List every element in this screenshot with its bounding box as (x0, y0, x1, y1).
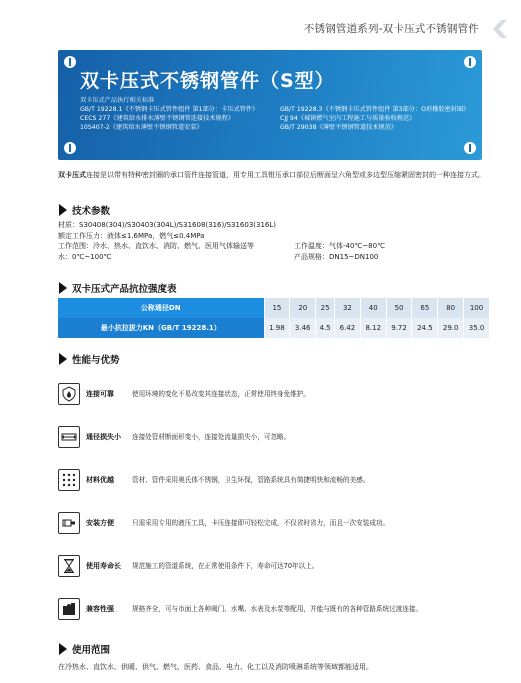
top-bar (0, 18, 521, 40)
advantage-desc: 使用环境的变化不易改变其连接状态，正常使用终身免维护。 (132, 390, 311, 398)
hourglass-icon (58, 555, 80, 577)
section-title: 技术参数 (72, 206, 111, 217)
force-cell: 9.72 (386, 318, 412, 338)
advantage-item (58, 466, 488, 494)
dn-cell: 20 (290, 298, 316, 318)
param-spec: 产品规格：DN15~DN100 (294, 252, 379, 261)
param-water-temp: 水：0℃~100℃ (58, 252, 112, 261)
section-arrow-icon (58, 204, 68, 216)
advantage-name: 材料优越 (86, 476, 114, 484)
force-cell: 24.5 (412, 318, 438, 338)
pipe-flow-icon (58, 426, 80, 448)
standard-item: CJJ 94《城镇燃气室内工程施工与质量验收规范》 (280, 115, 416, 122)
series-title: 不锈钢管道系列-双卡压式不锈钢管件 (303, 23, 479, 35)
advantage-desc: 规格齐全，可与市面上各种阀门、水嘴、水表及水泵等配用，并能与既有的各种管路系统过渡连接。 (132, 605, 423, 613)
force-cell: 1.98 (264, 318, 290, 338)
advantage-item (58, 552, 488, 580)
force-cell: 35.0 (464, 318, 490, 338)
dn-cell: 32 (335, 298, 361, 318)
param-temp: 工作温度：气体-40℃~80℃ (294, 242, 385, 250)
section-arrow-icon (58, 282, 68, 294)
param-material: 材质：S30408(304)/S30403(304L)/S31608(316)/S31603(316L) (58, 221, 277, 229)
section-title: 性能与优势 (72, 355, 120, 366)
advantage-item (58, 423, 488, 451)
dn-cell: 25 (316, 298, 335, 318)
table-row (58, 298, 490, 318)
standard-item: GB/T 29038《薄壁不锈钢管道技术规范》 (280, 124, 397, 131)
force-cell: 3.46 (290, 318, 316, 338)
screw-icon (464, 56, 476, 68)
grid-material-icon (58, 469, 80, 491)
standard-item: 10S407-2《建筑给水薄壁不锈钢管道安装》 (80, 124, 203, 131)
seal-drop-icon (58, 383, 80, 405)
advantage-item (58, 509, 488, 537)
force-cell: 4.5 (316, 318, 335, 338)
tool-install-icon (58, 512, 80, 534)
advantage-name: 兼容性强 (86, 605, 114, 613)
screw-icon (64, 56, 76, 68)
intro-bold: 双卡压式 (58, 171, 86, 179)
title-banner (58, 50, 482, 160)
standard-item: CECS 277《建筑给水排水薄壁不锈钢管连接技术规程》 (80, 115, 235, 122)
dn-cell: 15 (264, 298, 290, 318)
strength-table (58, 298, 490, 338)
dn-cell: 50 (386, 298, 412, 318)
advantage-desc: 管材、管件采用奥氏体不锈钢，卫生环保，管路系统具有简捷明快和流畅的美感。 (132, 476, 370, 484)
row-label-dn: 公称通径DN (58, 298, 264, 318)
section-arrow-icon (58, 353, 68, 365)
puzzle-icon (58, 598, 80, 620)
force-cell: 8.12 (360, 318, 386, 338)
chevron-left-icon (487, 18, 509, 40)
usage-text: 在冷热水、直饮水、供暖、供气、燃气、医药、食品、电力、化工以及消防喷淋系统等领域都能适用。 (58, 663, 373, 671)
row-label-force: 最小抗拉拔力KN（GB/T 19228.1） (58, 318, 264, 338)
banner-subtitle: 双卡压式产品执行相关标准 (80, 97, 155, 104)
advantage-name: 使用寿命长 (86, 562, 121, 570)
advantage-desc: 只需采用专用的液压工具，卡压连接即可轻松完成，不仅省时省力，而且一次安装成功。 (132, 519, 390, 527)
advantage-item (58, 595, 488, 623)
advantage-name: 连接可靠 (86, 390, 114, 398)
force-cell: 29.0 (438, 318, 464, 338)
advantage-name: 通径损失小 (86, 433, 121, 441)
param-range: 工作范围：冷水、热水、直饮水、消防、燃气、医用气体输送等 (58, 242, 254, 250)
section-strength (58, 281, 177, 295)
intro-text: 连接是以带有特种密封圈的承口管件连接管道，用专用工具钳压承口部位后断面呈六角型或多边型压缩紧固密封的一种连接方式。 (86, 171, 485, 179)
screw-icon (64, 142, 76, 154)
section-tech-params (58, 203, 110, 217)
advantage-item (58, 380, 488, 408)
dn-cell: 40 (360, 298, 386, 318)
section-arrow-icon (58, 643, 68, 655)
section-title: 使用范围 (72, 645, 111, 656)
section-advantages (58, 352, 120, 366)
intro-paragraph (58, 170, 488, 181)
banner-title: 双卡压式不锈钢管件（S型） (80, 70, 335, 92)
force-cell: 6.42 (335, 318, 361, 338)
advantage-desc: 连接处管材断面形变小，连接处流量损失小，可忽略。 (132, 433, 291, 441)
dn-cell: 80 (438, 298, 464, 318)
section-usage (58, 642, 110, 656)
standard-item: GB/T 19228.3《不锈钢卡压式管件组件 第3部分：O形橡胶密封圈》 (280, 106, 470, 113)
dn-cell: 100 (464, 298, 490, 318)
section-title: 双卡压式产品抗拉强度表 (72, 284, 177, 295)
param-pressure: 额定工作压力：液体≤1.6MPa，燃气≤0.4MPa (58, 231, 205, 240)
dn-cell: 65 (412, 298, 438, 318)
table-row (58, 318, 490, 338)
screw-icon (464, 142, 476, 154)
advantage-desc: 规范施工的管道系统，在正常使用条件下，寿命可达70年以上。 (132, 562, 319, 570)
advantage-name: 安装方便 (86, 519, 114, 527)
tech-params (58, 220, 488, 262)
standard-item: GB/T 19228.1《不锈钢卡压式管件组件 第1部分：卡压式管件》 (80, 106, 259, 113)
